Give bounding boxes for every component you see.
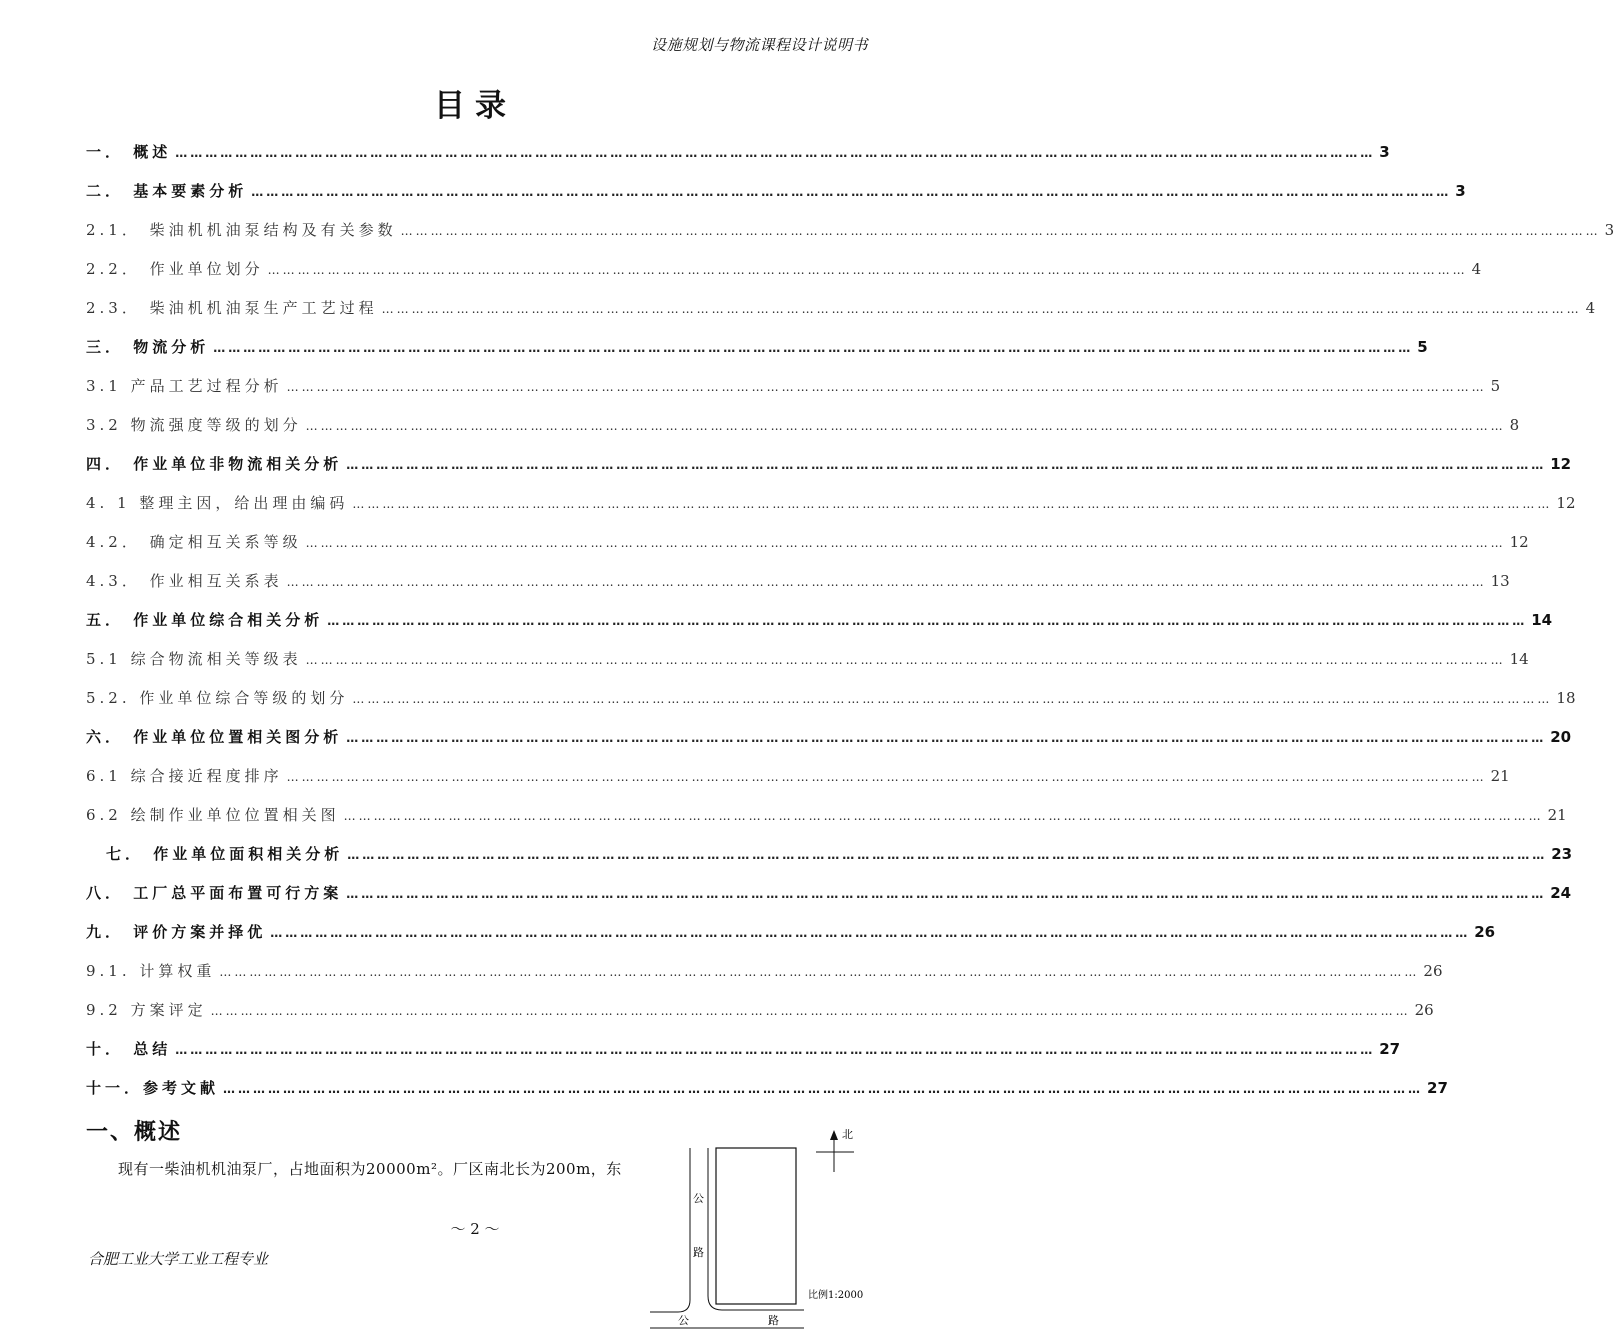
toc-dot-leader: ……………………………………………………………………………………………………………………………………………………………………………………………………………………	[346, 458, 1547, 472]
toc-entry-page: 8	[1509, 416, 1520, 434]
toc-dot-leader: ……………………………………………………………………………………………………………………………………………………………………………………………………………………	[270, 926, 1471, 940]
toc-dot-leader: ……………………………………………………………………………………………………………………………………………………………………………………………………………………	[210, 1004, 1411, 1018]
toc-entry-page: 23	[1551, 845, 1573, 863]
toc-entry-label: 3.1 产品工艺过程分析	[86, 377, 283, 395]
toc-dot-leader: ……………………………………………………………………………………………………………………………………………………………………………………………………………………	[219, 965, 1420, 979]
toc-entry-label: 5.2. 作业单位综合等级的划分	[86, 689, 349, 707]
site-plan-map	[644, 1120, 874, 1344]
running-header: 设施规划与物流课程设计说明书	[650, 36, 868, 54]
toc-entry-label: 6.1 综合接近程度排序	[86, 767, 283, 785]
toc-entry[interactable]	[86, 258, 1482, 297]
toc-entry-page: 12	[1509, 533, 1529, 551]
toc-entry-label: 五． 作业单位综合相关分析	[86, 611, 324, 629]
toc-entry-page: 3	[1455, 182, 1466, 200]
toc-entry[interactable]	[86, 375, 1501, 414]
toc-entry-label: 九． 评价方案并择优	[86, 923, 267, 941]
page-number: ～ 2 ～	[450, 1220, 500, 1238]
toc-entry[interactable]	[86, 921, 1496, 960]
toc-entry-label: 十一．参考文献	[86, 1079, 220, 1097]
toc-dot-leader: ……………………………………………………………………………………………………………………………………………………………………………………………………………………	[343, 809, 1544, 823]
toc-entry-label: 9.1. 计算权重	[86, 962, 216, 980]
toc-entry-label: 3.2 物流强度等级的划分	[86, 416, 302, 434]
running-footer: 合肥工业大学工业工程专业	[88, 1250, 269, 1268]
toc-dot-leader: ……………………………………………………………………………………………………………………………………………………………………………………………………………………	[327, 614, 1528, 628]
toc-entry-page: 5	[1490, 377, 1501, 395]
road-label-horizontal-2: 路	[768, 1314, 779, 1327]
toc-entry-label: 4. 1 整理主因，给出理由编码	[86, 494, 349, 512]
toc-entry-page: 14	[1509, 650, 1529, 668]
toc-entry[interactable]	[86, 180, 1466, 219]
toc-entry[interactable]	[86, 648, 1529, 687]
scale-label: 比例1:2000	[808, 1290, 864, 1301]
toc-entry-label: 七． 作业单位面积相关分析	[106, 845, 344, 863]
toc-dot-leader: ……………………………………………………………………………………………………………………………………………………………………………………………………………………	[286, 770, 1487, 784]
north-label: 北	[842, 1128, 853, 1141]
body-paragraph: 现有一柴油机机油泵厂，占地面积为20000m²。厂区南北长为200m，东	[118, 1160, 622, 1178]
toc-dot-leader: ……………………………………………………………………………………………………………………………………………………………………………………………………………………	[352, 692, 1553, 706]
toc-entry-label: 2.1． 柴油机机油泵结构及有关参数	[86, 221, 397, 239]
toc-entry[interactable]	[86, 414, 1520, 453]
toc-dot-leader: ……………………………………………………………………………………………………………………………………………………………………………………………………………………	[400, 224, 1601, 238]
toc-dot-leader: ……………………………………………………………………………………………………………………………………………………………………………………………………………………	[381, 302, 1582, 316]
toc-entry[interactable]	[86, 882, 1572, 921]
toc-entry-page: 12	[1556, 494, 1576, 512]
toc-entry-label: 4.2． 确定相互关系等级	[86, 533, 302, 551]
toc-entry-page: 26	[1423, 962, 1443, 980]
toc-dot-leader: ……………………………………………………………………………………………………………………………………………………………………………………………………………………	[175, 1043, 1376, 1057]
toc-entry[interactable]	[86, 297, 1596, 336]
toc-entry-label: 六． 作业单位位置相关图分析	[86, 728, 343, 746]
toc-entry-page: 3	[1379, 143, 1390, 161]
toc-dot-leader: ……………………………………………………………………………………………………………………………………………………………………………………………………………………	[305, 536, 1506, 550]
toc-entry-page: 4	[1471, 260, 1482, 278]
toc-entry-page: 13	[1490, 572, 1510, 590]
toc-entry-page: 18	[1556, 689, 1576, 707]
toc-entry-page: 14	[1531, 611, 1553, 629]
toc-entry-page: 21	[1547, 806, 1567, 824]
toc-entry-label: 十． 总结	[86, 1040, 172, 1058]
road-label-horizontal-1: 公	[678, 1314, 689, 1327]
table-of-contents	[86, 141, 1614, 1116]
toc-entry[interactable]	[86, 492, 1576, 531]
toc-entry-label: 2.3． 柴油机机油泵生产工艺过程	[86, 299, 378, 317]
toc-dot-leader: ……………………………………………………………………………………………………………………………………………………………………………………………………………………	[286, 380, 1487, 394]
toc-dot-leader: ……………………………………………………………………………………………………………………………………………………………………………………………………………………	[175, 146, 1376, 160]
toc-entry[interactable]	[86, 219, 1614, 258]
toc-dot-leader: ……………………………………………………………………………………………………………………………………………………………………………………………………………………	[213, 341, 1414, 355]
toc-entry-page: 27	[1427, 1079, 1448, 1097]
toc-dot-leader: ……………………………………………………………………………………………………………………………………………………………………………………………………………………	[347, 848, 1548, 862]
toc-dot-leader: ……………………………………………………………………………………………………………………………………………………………………………………………………………………	[305, 653, 1506, 667]
toc-entry-page: 26	[1414, 1001, 1434, 1019]
toc-entry-label: 4.3． 作业相互关系表	[86, 572, 283, 590]
toc-dot-leader: ……………………………………………………………………………………………………………………………………………………………………………………………………………………	[352, 497, 1553, 511]
toc-entry-page: 12	[1550, 455, 1572, 473]
toc-entry-page: 24	[1550, 884, 1572, 902]
toc-dot-leader: ……………………………………………………………………………………………………………………………………………………………………………………………………………………	[346, 731, 1547, 745]
toc-entry-label: 三． 物流分析	[86, 338, 210, 356]
toc-dot-leader: ……………………………………………………………………………………………………………………………………………………………………………………………………………………	[267, 263, 1468, 277]
toc-entry[interactable]	[86, 999, 1434, 1038]
toc-entry-page: 20	[1550, 728, 1572, 746]
toc-entry-label: 6.2 绘制作业单位位置相关图	[86, 806, 340, 824]
toc-entry-page: 21	[1490, 767, 1510, 785]
toc-dot-leader: ……………………………………………………………………………………………………………………………………………………………………………………………………………………	[251, 185, 1452, 199]
toc-entry[interactable]	[86, 687, 1576, 726]
toc-dot-leader: ……………………………………………………………………………………………………………………………………………………………………………………………………………………	[305, 419, 1506, 433]
toc-entry-page: 27	[1379, 1040, 1401, 1058]
page-title: 目录	[434, 88, 516, 124]
section-heading: 一、概述	[86, 1120, 183, 1145]
toc-entry[interactable]	[86, 531, 1529, 570]
toc-entry-page: 3	[1604, 221, 1614, 239]
toc-entry[interactable]	[86, 960, 1443, 999]
toc-entry[interactable]	[86, 726, 1572, 765]
toc-entry[interactable]	[86, 843, 1573, 882]
toc-entry-label: 四． 作业单位非物流相关分析	[86, 455, 343, 473]
toc-entry-label: 一． 概述	[86, 143, 172, 161]
road-label-vertical-1: 公	[693, 1192, 704, 1205]
toc-entry[interactable]	[86, 765, 1510, 804]
toc-dot-leader: ……………………………………………………………………………………………………………………………………………………………………………………………………………………	[286, 575, 1487, 589]
toc-entry-label: 八． 工厂总平面布置可行方案	[86, 884, 343, 902]
toc-entry-label: 9.2 方案评定	[86, 1001, 207, 1019]
toc-entry[interactable]	[86, 1077, 1448, 1116]
toc-entry[interactable]	[86, 453, 1572, 492]
toc-entry-label: 5.1 综合物流相关等级表	[86, 650, 302, 668]
toc-entry[interactable]	[86, 609, 1553, 648]
toc-dot-leader: ……………………………………………………………………………………………………………………………………………………………………………………………………………………	[223, 1082, 1424, 1096]
toc-dot-leader: ……………………………………………………………………………………………………………………………………………………………………………………………………………………	[346, 887, 1547, 901]
toc-entry[interactable]	[86, 141, 1390, 180]
toc-entry-page: 5	[1417, 338, 1428, 356]
toc-entry[interactable]	[86, 336, 1428, 375]
road-label-vertical-2: 路	[693, 1246, 704, 1259]
toc-entry[interactable]	[86, 570, 1510, 609]
toc-entry[interactable]	[86, 804, 1567, 843]
toc-entry[interactable]	[86, 1038, 1401, 1077]
toc-entry-label: 二． 基本要素分析	[86, 182, 248, 200]
toc-entry-page: 4	[1585, 299, 1596, 317]
toc-entry-label: 2.2． 作业单位划分	[86, 260, 264, 278]
toc-entry-page: 26	[1474, 923, 1496, 941]
